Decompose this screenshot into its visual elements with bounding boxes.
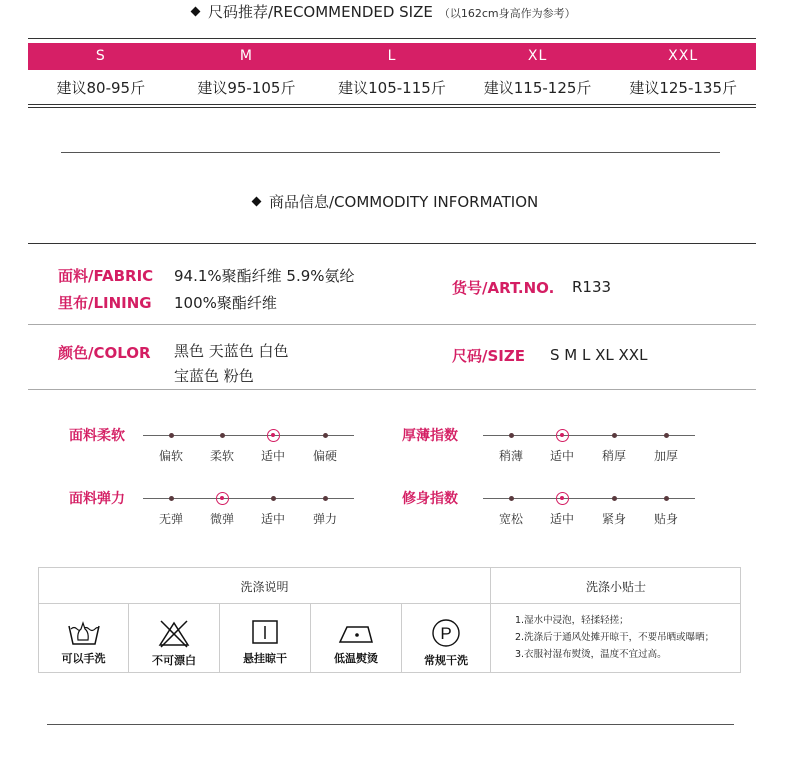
- size-header-bar: [28, 43, 756, 70]
- divider: [28, 389, 756, 390]
- scale-selected-marker: [556, 429, 569, 442]
- hand-wash-icon: [66, 618, 102, 646]
- scale-dot: [271, 496, 276, 501]
- scale-option-label: 适中: [260, 512, 285, 526]
- section-separator: [47, 724, 734, 725]
- low-iron-icon: [336, 618, 376, 646]
- scale-dot: [664, 433, 669, 438]
- scale-dot: [323, 496, 328, 501]
- scale-option-label: 适中: [549, 512, 574, 526]
- divider: [28, 243, 756, 244]
- care-label: 可以手洗: [61, 652, 106, 665]
- fabric-label: 面料/FABRIC: [58, 267, 154, 285]
- wash-tip: 1.湿水中浸泡，轻揉轻搓；: [515, 615, 629, 626]
- divider: [28, 38, 756, 39]
- size-xl: XL: [527, 48, 548, 64]
- scale-dot: [509, 433, 514, 438]
- scale-dot: [323, 433, 328, 438]
- artno-value: R133: [572, 278, 612, 296]
- scale-option-label: 加厚: [653, 449, 678, 463]
- care-label: 低温熨烫: [334, 652, 378, 665]
- size-xxl: XXL: [668, 48, 699, 64]
- scale-option-label: 无弹: [158, 512, 183, 526]
- scale-option-label: 稍厚: [601, 449, 626, 463]
- scale-name: 厚薄指数: [402, 428, 458, 444]
- color-label: 颜色/COLOR: [58, 344, 151, 362]
- wash-tips-header: 洗涤小贴士: [585, 580, 646, 594]
- size-s: S: [95, 48, 106, 64]
- scale-dot: [612, 433, 617, 438]
- artno-label: 货号/ART.NO.: [452, 279, 555, 297]
- size-section-title: 尺码推荐/RECOMMENDED SIZE （以162cm身高作为参考）: [192, 1, 576, 22]
- scale-option-label: 适中: [260, 449, 285, 463]
- color-value-line1: 黑色 天蓝色 白色: [174, 342, 289, 360]
- care-item-no-bleach: [129, 604, 219, 673]
- scale-option-label: 柔软: [209, 449, 234, 463]
- lining-value: 100%聚酯纤维: [174, 294, 277, 312]
- care-table: [38, 567, 741, 673]
- diamond-bullet-icon: [252, 197, 262, 207]
- scale-selected-marker: [556, 492, 569, 505]
- size-note: （以162cm身高作为参考）: [438, 7, 576, 20]
- scale-dot: [509, 496, 514, 501]
- size-rec-m: 建议95-105斤: [197, 79, 296, 97]
- no-bleach-icon: [156, 618, 192, 648]
- scale-name: 修身指数: [402, 491, 458, 507]
- divider: [28, 104, 756, 105]
- scale-dot: [612, 496, 617, 501]
- wash-instructions-header: 洗涤说明: [240, 580, 289, 594]
- care-item-hang-dry: [220, 604, 310, 673]
- scale-option-label: 偏软: [158, 449, 183, 463]
- size-m: M: [239, 48, 253, 64]
- wash-tips-list: [515, 612, 714, 663]
- lining-label: 里布/LINING: [58, 294, 152, 312]
- size-rec-s: 建议80-95斤: [56, 79, 146, 97]
- scale-option-label: 适中: [549, 449, 574, 463]
- svg-text:P: P: [440, 624, 452, 643]
- care-item-dry-clean: [402, 604, 490, 673]
- size-label: 尺码/SIZE: [452, 347, 525, 365]
- dry-clean-icon: [430, 618, 462, 648]
- wash-tip: 2.洗涤后于通风处摊开晾干，不要吊晒或曝晒；: [515, 632, 715, 643]
- fabric-value: 94.1%聚酯纤维 5.9%氨纶: [174, 267, 355, 285]
- diamond-bullet-icon: [191, 7, 201, 17]
- scale-option-label: 紧身: [601, 512, 626, 526]
- scale-option-label: 弹力: [312, 512, 337, 526]
- scale-name: 面料柔软: [69, 428, 125, 444]
- care-item-low-iron: [311, 604, 401, 673]
- commodity-section-title: 商品信息/COMMODITY INFORMATION: [253, 191, 538, 212]
- scale-dot: [220, 433, 225, 438]
- scale-option-label: 宽松: [498, 512, 523, 526]
- size-recommendation-row: [28, 77, 756, 99]
- scale-option-label: 贴身: [653, 512, 678, 526]
- section-separator: [61, 152, 720, 153]
- size-l: L: [387, 48, 397, 64]
- scale-selected-marker: [267, 429, 280, 442]
- size-rec-xxl: 建议125-135斤: [629, 79, 738, 97]
- divider: [28, 107, 756, 108]
- scale-option-label: 偏硬: [312, 449, 337, 463]
- care-label: 悬挂晾干: [243, 652, 287, 665]
- scale-dot: [664, 496, 669, 501]
- scale-name: 面料弹力: [69, 491, 125, 507]
- hang-dry-icon: [250, 618, 280, 646]
- scale-option-label: 稍薄: [498, 449, 523, 463]
- scale-dot: [169, 496, 174, 501]
- size-rec-l: 建议105-115斤: [338, 79, 446, 97]
- divider: [28, 324, 756, 325]
- care-item-hand-wash: [39, 604, 128, 673]
- scale-option-label: 微弹: [209, 512, 234, 526]
- color-value-line2: 宝蓝色 粉色: [174, 367, 254, 385]
- care-label: 不可漂白: [152, 654, 196, 667]
- wash-tip: 3.衣服衬湿布熨烫，温度不宜过高。: [515, 649, 667, 660]
- scale-selected-marker: [216, 492, 229, 505]
- size-value: S M L XL XXL: [550, 346, 648, 364]
- scale-dot: [169, 433, 174, 438]
- care-label: 常规干洗: [424, 654, 468, 667]
- size-rec-xl: 建议115-125斤: [483, 79, 592, 97]
